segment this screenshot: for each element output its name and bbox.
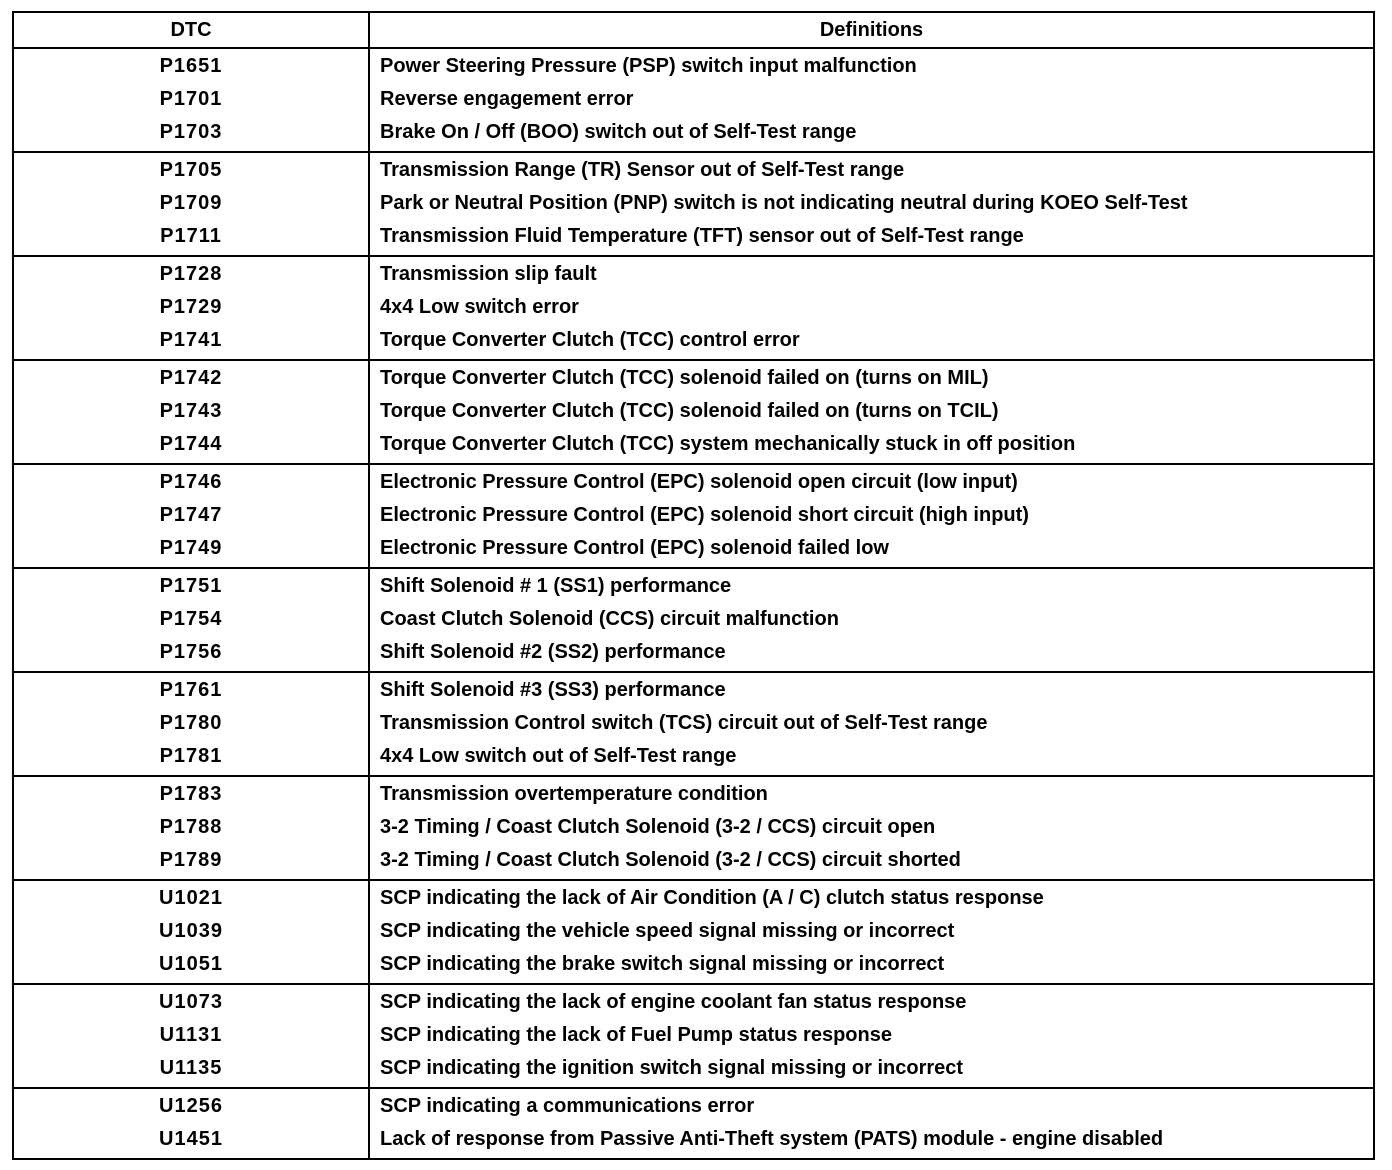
dtc-group <box>13 672 1374 776</box>
dtc-code: P1711 <box>160 225 222 247</box>
dtc-code: P1705 <box>159 159 223 181</box>
dtc-definition: Torque Converter Clutch (TCC) solenoid failed on (turns on MIL) <box>380 367 989 389</box>
dtc-code: P1789 <box>159 849 223 871</box>
dtc-code: U1256 <box>159 1095 223 1117</box>
definition-cell <box>369 48 1374 152</box>
dtc-definition: SCP indicating the lack of engine coolant fan status response <box>380 991 967 1013</box>
dtc-code-cell <box>13 776 369 880</box>
dtc-definition: Transmission slip fault <box>380 263 597 285</box>
dtc-definition: 4x4 Low switch error <box>380 296 579 318</box>
column-header-dtc: DTC <box>13 12 369 48</box>
dtc-document <box>12 11 1375 1160</box>
dtc-code: U1451 <box>159 1128 223 1150</box>
dtc-definition: 3-2 Timing / Coast Clutch Solenoid (3-2 / CCS) circuit shorted <box>380 849 961 871</box>
dtc-code: P1728 <box>159 263 223 285</box>
table-row <box>13 776 1374 880</box>
table-row <box>13 360 1374 464</box>
dtc-code: P1651 <box>159 55 223 77</box>
dtc-code: P1744 <box>159 433 223 455</box>
dtc-code-cell <box>13 256 369 360</box>
dtc-code: P1742 <box>159 367 223 389</box>
dtc-definition: Shift Solenoid #2 (SS2) performance <box>380 641 726 663</box>
dtc-code: P1703 <box>159 121 223 143</box>
definition-cell <box>369 672 1374 776</box>
definition-cell <box>369 256 1374 360</box>
definition-cell <box>369 464 1374 568</box>
dtc-code-cell <box>13 1088 369 1159</box>
dtc-definition: Transmission Range (TR) Sensor out of Self-Test range <box>380 159 905 181</box>
dtc-group <box>13 152 1374 256</box>
dtc-definition: Power Steering Pressure (PSP) switch input malfunction <box>380 55 917 77</box>
definition-cell <box>369 1088 1374 1159</box>
table-row <box>13 1088 1374 1159</box>
dtc-definition: Shift Solenoid # 1 (SS1) performance <box>380 575 732 597</box>
definition-cell <box>369 568 1374 672</box>
dtc-code: P1701 <box>159 88 223 110</box>
dtc-code-cell <box>13 464 369 568</box>
dtc-definition: Lack of response from Passive Anti-Theft system (PATS) module - engine disabled <box>380 1128 1164 1150</box>
definition-cell <box>369 360 1374 464</box>
dtc-code: P1756 <box>159 641 223 663</box>
dtc-code: U1021 <box>159 887 223 909</box>
dtc-group <box>13 256 1374 360</box>
dtc-code: P1781 <box>159 745 223 767</box>
dtc-group <box>13 48 1374 152</box>
dtc-definition: Electronic Pressure Control (EPC) solenoid open circuit (low input) <box>380 471 1018 493</box>
dtc-definition: Torque Converter Clutch (TCC) control error <box>380 329 800 351</box>
dtc-code: U1073 <box>159 991 223 1013</box>
dtc-table <box>12 11 1375 1160</box>
dtc-code: P1709 <box>159 192 223 214</box>
definition-cell <box>369 152 1374 256</box>
dtc-definition: SCP indicating the lack of Air Condition (A / C) clutch status response <box>380 887 1044 909</box>
dtc-group <box>13 568 1374 672</box>
definition-cell <box>369 776 1374 880</box>
dtc-code: P1743 <box>159 400 223 422</box>
dtc-definition: Torque Converter Clutch (TCC) system mechanically stuck in off position <box>380 433 1076 455</box>
table-row <box>13 984 1374 1088</box>
table-row <box>13 48 1374 152</box>
dtc-code: P1746 <box>159 471 223 493</box>
dtc-code: P1754 <box>159 608 223 630</box>
definition-cell <box>369 984 1374 1088</box>
dtc-group <box>13 984 1374 1088</box>
dtc-group <box>13 880 1374 984</box>
dtc-code: P1751 <box>159 575 223 597</box>
table-row <box>13 672 1374 776</box>
table-row <box>13 880 1374 984</box>
dtc-definition: SCP indicating the ignition switch signal missing or incorrect <box>380 1057 964 1079</box>
dtc-definition: Transmission Fluid Temperature (TFT) sensor out of Self-Test range <box>380 225 1024 247</box>
dtc-code: P1783 <box>159 783 223 805</box>
dtc-group <box>13 360 1374 464</box>
dtc-group <box>13 1088 1374 1159</box>
dtc-definition: Electronic Pressure Control (EPC) solenoid short circuit (high input) <box>380 504 1029 526</box>
dtc-definition: Coast Clutch Solenoid (CCS) circuit malfunction <box>380 608 839 630</box>
dtc-definition: 4x4 Low switch out of Self-Test range <box>380 745 737 767</box>
dtc-definition: Park or Neutral Position (PNP) switch is not indicating neutral during KOEO Self-Test <box>380 192 1188 214</box>
column-header-definitions: Definitions <box>369 12 1374 48</box>
dtc-definition: Transmission Control switch (TCS) circuit out of Self-Test range <box>380 712 988 734</box>
dtc-group <box>13 776 1374 880</box>
dtc-definition: SCP indicating the vehicle speed signal missing or incorrect <box>380 920 955 942</box>
table-row <box>13 152 1374 256</box>
dtc-code: U1131 <box>159 1024 223 1046</box>
dtc-code: U1051 <box>159 953 223 975</box>
table-row <box>13 568 1374 672</box>
table-row <box>13 256 1374 360</box>
dtc-code: U1039 <box>159 920 223 942</box>
dtc-definition: Electronic Pressure Control (EPC) solenoid failed low <box>380 537 889 559</box>
dtc-definition: Shift Solenoid #3 (SS3) performance <box>380 679 726 701</box>
dtc-code-cell <box>13 672 369 776</box>
dtc-code-cell <box>13 568 369 672</box>
dtc-code-cell <box>13 880 369 984</box>
dtc-code-cell <box>13 152 369 256</box>
dtc-code: P1761 <box>159 679 223 701</box>
dtc-definition: Torque Converter Clutch (TCC) solenoid failed on (turns on TCIL) <box>380 400 999 422</box>
dtc-code: P1729 <box>159 296 223 318</box>
dtc-definition: 3-2 Timing / Coast Clutch Solenoid (3-2 / CCS) circuit open <box>380 816 936 838</box>
dtc-definition: Reverse engagement error <box>380 88 634 110</box>
dtc-definition: SCP indicating the brake switch signal missing or incorrect <box>380 953 945 975</box>
definition-cell <box>369 880 1374 984</box>
dtc-code: P1780 <box>159 712 223 734</box>
dtc-code: U1135 <box>159 1057 223 1079</box>
dtc-definition: SCP indicating the lack of Fuel Pump status response <box>380 1024 892 1046</box>
header-row <box>13 12 1374 48</box>
dtc-definition: Transmission overtemperature condition <box>380 783 768 805</box>
dtc-code-cell <box>13 48 369 152</box>
dtc-code: P1788 <box>159 816 223 838</box>
dtc-code: P1749 <box>159 537 223 559</box>
dtc-code-cell <box>13 360 369 464</box>
dtc-code-cell <box>13 984 369 1088</box>
dtc-definition: Brake On / Off (BOO) switch out of Self-Test range <box>380 121 857 143</box>
dtc-definition: SCP indicating a communications error <box>380 1095 755 1117</box>
dtc-code: P1747 <box>159 504 223 526</box>
dtc-group <box>13 464 1374 568</box>
dtc-code: P1741 <box>159 329 223 351</box>
table-row <box>13 464 1374 568</box>
